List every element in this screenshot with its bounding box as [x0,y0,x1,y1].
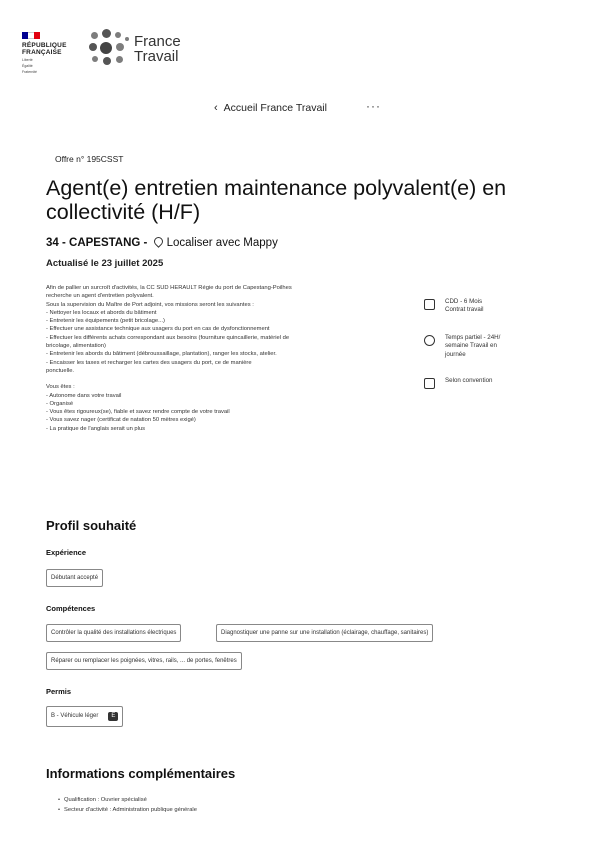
brand-line-2: Travail [134,48,179,65]
flag-icon [22,32,40,39]
contract-icon [424,299,435,310]
updated-date: Actualisé le 23 juillet 2025 [46,258,164,269]
description-line: - Nettoyer les locaux et abords du bâtiment [46,309,157,316]
map-link[interactable]: Localiser avec Mappy [166,237,278,249]
clock-icon [424,335,435,346]
experience-label: Expérience [46,548,87,557]
description-line: recherche un agent d'entretien polyvalent. [46,293,154,300]
experience-value: Débutant accepté [46,569,103,587]
breadcrumb-label: Accueil France Travail [223,102,327,114]
profile-heading: Profil souhaité [46,518,137,533]
working-hours-info [424,334,500,359]
breadcrumb-back-link[interactable] [214,102,327,114]
contract-line: Contrat travail [445,306,484,314]
complementary-item: • Secteur d'activité : Administration publique générale [58,806,197,816]
offer-number: Offre n° 195CSST [55,154,124,164]
salary-info [424,377,492,389]
skill-chip [46,621,181,642]
experience-chip [46,566,103,587]
contract-type-info [424,298,484,315]
skill-chip [216,621,433,642]
description-line: - Effectuer une assistance technique aux usagers du port en cas de dysfonctionnement [46,326,270,333]
france-travail-wordmark [130,34,181,64]
description-line: - Encaisser les taxes et recharger les cartes des usagers du port, ce de manière [46,359,252,366]
description-line: - Effectuer les différents achats correspondant aux besoins (fourniture quincaillerie, matériel de [46,334,290,341]
description-line: - Autonome dans votre travail [46,392,122,399]
description-line: ponctuelle. [46,367,75,374]
hours-line: semaine Travail en [445,342,497,350]
republic-line-2: FRANÇAISE [22,49,62,56]
brand-line-1: France [134,33,181,50]
description-spacer [46,375,366,383]
motto-line-2: Égalité [22,64,33,68]
license-value-container [46,706,123,727]
map-pin-icon [152,235,165,248]
skill-value: Contrôler la qualité des installations électriques [46,624,181,642]
complementary-item: • Qualification : Ouvrier spécialisé [58,796,197,806]
description-line: - La pratique de l'anglais serait un plus [46,425,146,432]
salary-line: Selon convention [445,377,493,384]
license-label: Permis [46,687,72,696]
job-location [46,237,278,249]
skill-value: Diagnostiquer une panne sur une installation (éclairage, chauffage, sanitaires) [216,624,433,642]
license-value: B - Véhicule léger [51,713,99,719]
description-line: Vous êtes : [46,384,75,391]
france-travail-dots-icon [88,28,130,70]
description-line: - Entretenir les abords du bâtiment (débroussaillage, plantation), ranger les stocks, atelier. [46,351,277,358]
hours-line: Temps partiel - 24H/ [445,334,501,341]
chevron-left-icon: ‹ [214,102,218,114]
description-line: - Entretenir les équipements (petit bricolage...) [46,318,165,325]
description-line: - Vous savez nager (certificat de natation 50 mètres exigé) [46,417,196,424]
location-text: 34 - CAPESTANG - [46,237,148,249]
description-line: Afin de pallier un surcroît d'activités, la CC SUD HERAULT Régie du port de Capestang-Poilhes [46,285,292,291]
republique-francaise-logo [22,32,82,74]
description-line: Sous la supervision du Maître de Port adjoint, vos missions seront les suivantes : [46,301,254,308]
complementary-heading: Informations complémentaires [46,766,236,781]
license-chip [46,704,123,727]
skill-value: Réparer ou remplacer les poignées, vitres, rails, ... de portes, fenêtres [46,652,242,670]
description-line: bricolage, alimentation) [46,343,106,350]
motto-line-3: Fraternité [22,70,37,74]
contract-line: CDD - 6 Mois [445,298,483,305]
license-requirement-badge: E [108,712,118,721]
job-description [46,284,366,433]
skills-label: Compétences [46,604,96,613]
france-travail-logo[interactable] [88,28,181,70]
agreement-icon [424,378,435,389]
description-line: - Vous êtes rigoureux(se), fiable et savez rendre compte de votre travail [46,409,230,416]
hours-line: journée [445,350,466,358]
complementary-list [58,796,197,815]
job-title: Agent(e) entretien maintenance polyvalent(e) en collectivité (H/F) [46,176,507,224]
more-options-button[interactable]: ··· [366,99,381,113]
skill-chip [46,649,242,670]
description-line: - Organisé [46,400,74,407]
republic-line-1: RÉPUBLIQUE [22,42,67,49]
motto-line-1: Liberté [22,58,33,62]
